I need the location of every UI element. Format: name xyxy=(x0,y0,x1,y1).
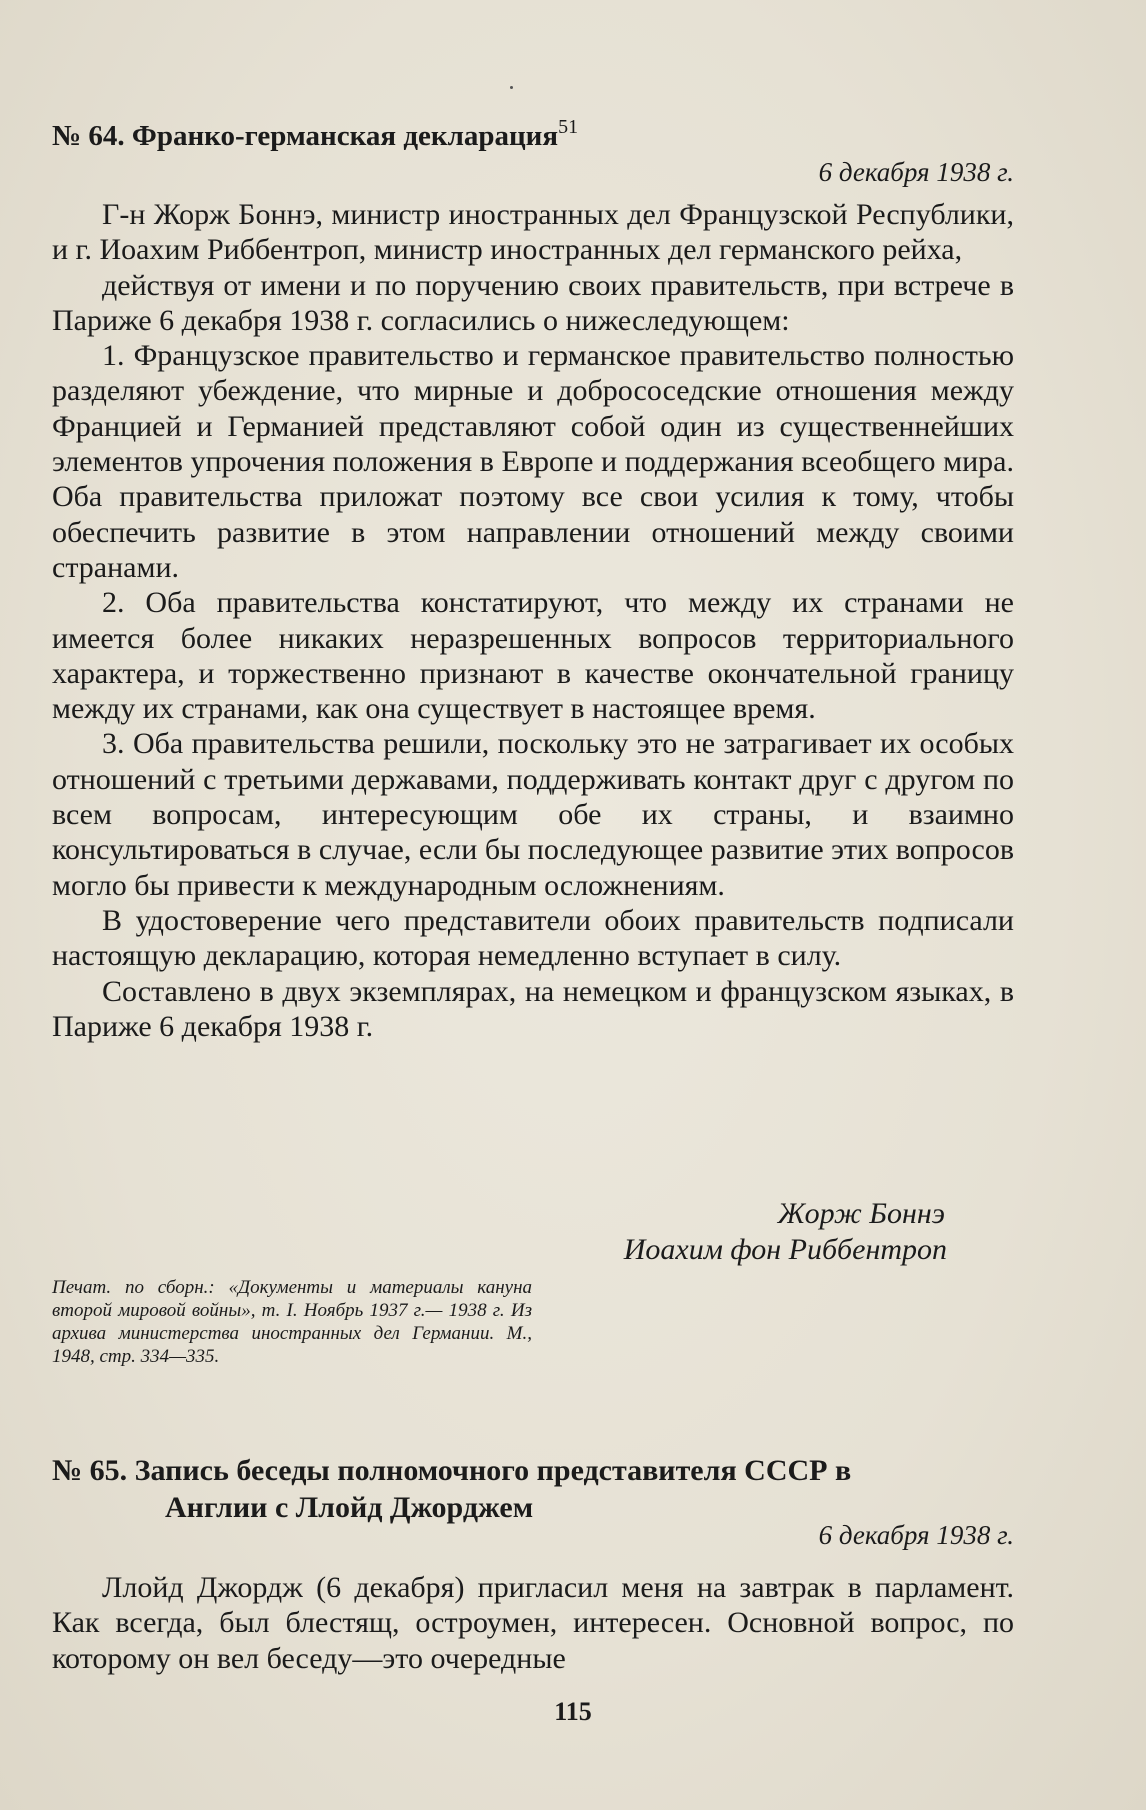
doc64-heading xyxy=(52,108,1014,155)
doc64-signatures xyxy=(52,1196,947,1268)
doc65-heading-line-1: № 65. Запись беседы полномочного представителя СССР в xyxy=(52,1454,852,1487)
doc64-paragraph-4: 2. Оба правительства констатируют, что между их странами не имеется более никаких неразрешенных вопросов территориального характера, и торжественно признают в качестве окончательной границу между их странами, как она существует в настоящее время. xyxy=(52,586,1014,726)
doc64-paragraph-7: Составлено в двух экземплярах, на немецком и французском языках, в Париже 6 декабря 1938 г. xyxy=(52,974,1014,1043)
doc65-heading-line-2: Англии с Ллойд Джорджем xyxy=(165,1491,534,1524)
doc64-source-note: Печат. по сборн.: «Документы и материалы кануна второй мировой войны», т. I. Ноябрь 1937 г.— 1938 г. Из архива министерства иностранных дел Германии. М., 1948, стр. 334—335. xyxy=(52,1277,532,1367)
doc64-paragraph-5: 3. Оба правительства решили, поскольку это не затрагивает их особых отношений с третьими державами, поддерживать контакт друг с другом по всем вопросам, интересующим обе их страны, и взаимно консультироваться в случае, если бы последующее развитие этих вопросов могло бы привести к международным осложнениям. xyxy=(52,727,1014,902)
doc64-number: № 64. xyxy=(52,120,125,152)
signature-ribbentrop: Иоахим фон Риббентроп xyxy=(623,1233,947,1266)
doc64-paragraph-2: действуя от имени и по поручению своих правительств, при встрече в Париже 6 декабря 1938 г. согласились о нижеследующем: xyxy=(52,268,1014,337)
doc64-paragraph-6: В удостоверение чего представители обоих правительств подписали настоящую декларацию, которая немедленно вступает в силу. xyxy=(52,903,1014,973)
doc64-title: Франко-германская декларация xyxy=(131,120,559,152)
signature-bonnet: Жорж Боннэ xyxy=(777,1197,945,1230)
doc65-heading xyxy=(52,1452,1014,1526)
doc65-body xyxy=(52,1570,1014,1676)
doc64-paragraph-1: Г-н Жорж Боннэ, министр иностранных дел Французской Республики, и г. Иоахим Риббентроп, министр иностранных дел германского рейха, xyxy=(52,198,1014,267)
doc64-body xyxy=(52,197,1014,1044)
doc64-header xyxy=(52,108,1014,189)
page-number: 115 xyxy=(554,1697,592,1726)
doc65-paragraph-1: Ллойд Джордж (6 декабря) пригласил меня на завтрак в парламент. Как всегда, был блестящ, остроумен, интересен. Основной вопрос, по которому он вел беседу—это очередные xyxy=(52,1571,1014,1675)
doc64-date: 6 декабря 1938 г. xyxy=(818,157,1014,187)
print-speck xyxy=(510,86,513,89)
doc65-date: 6 декабря 1938 г. xyxy=(818,1520,1014,1550)
footnote-ref: 51 xyxy=(558,116,579,138)
doc64-paragraph-3: 1. Французское правительство и германское правительство полностью разделяют убеждение, что мирные и добрососедские отношения между Францией и Германией представляют собой один из существеннейших элементов упрочения положения в Европе и поддержания всеобщего мира. Оба правительства приложат поэтому все свои усилия к тому, чтобы обеспечить развитие в этом направлении отношений между своими странами. xyxy=(52,339,1014,584)
